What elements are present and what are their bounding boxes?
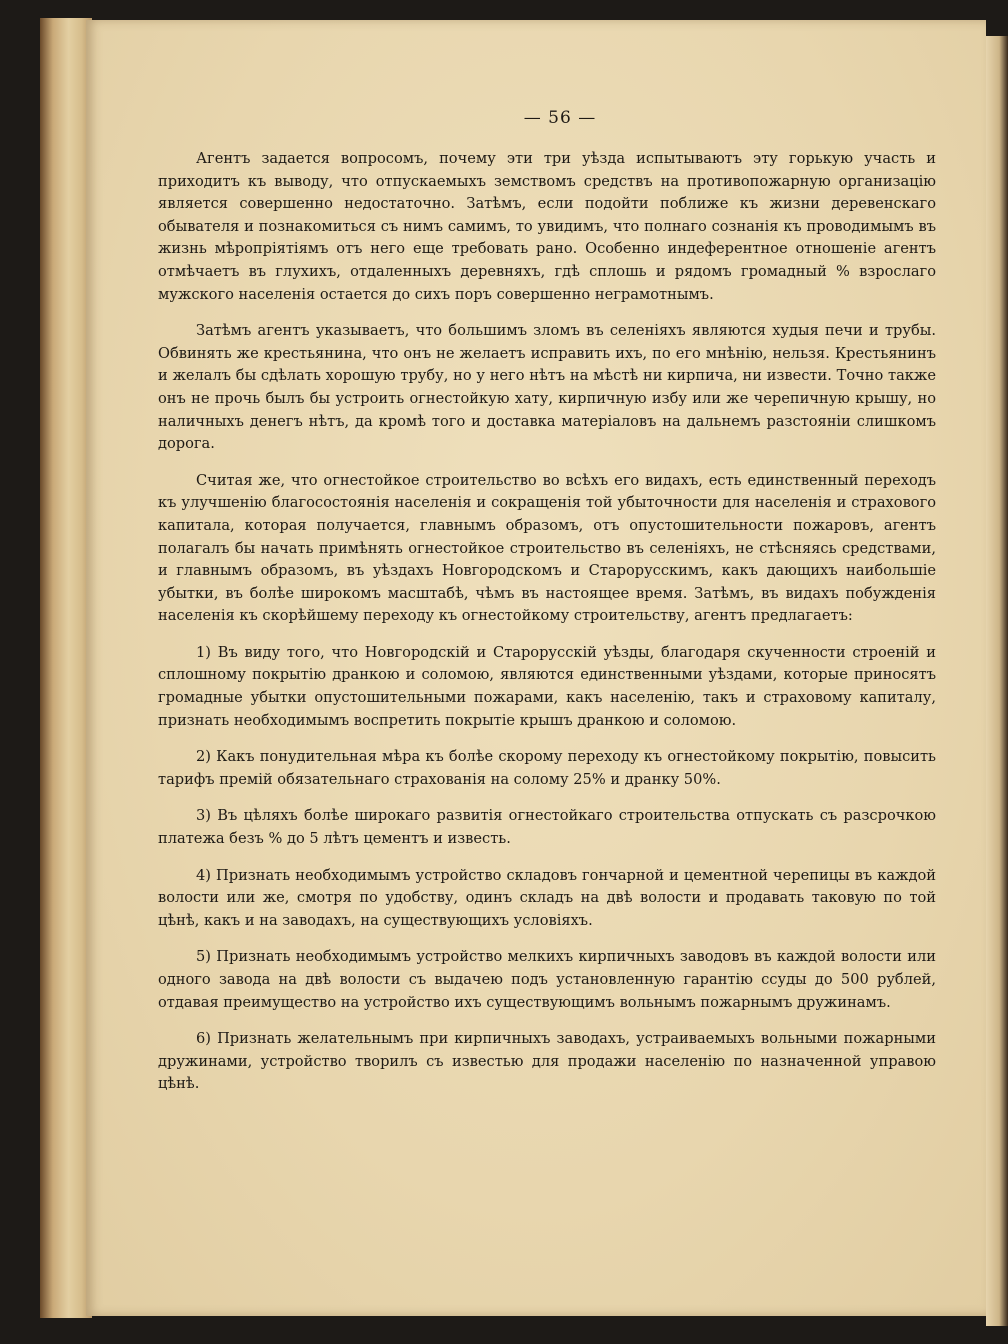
paragraph-fireproof-construction: Считая же, что огнестойкое строительство во всѣхъ его видахъ, есть единственный переходъ къ улучшенію благосостоянія населенія и сокращенія той убыточности для населенія и страхового капитала, которая получается, главнымъ образомъ, отъ опустошительности пожаровъ, агентъ полагалъ бы начать примѣнять огнестойкое строительство въ селеніяхъ, не стѣсняясь средствами, и главнымъ образомъ, въ уѣздахъ Новгородскомъ и Старорусскимъ, какъ дающихъ наибольшіе убытки, въ болѣе широкомъ масштабѣ, чѣмъ въ настоящее время. Затѣмъ, въ видахъ побужденія населенія къ скорѣйшему переходу къ огнестойкому строительству, агентъ предлагаетъ: xyxy=(158,471,936,625)
page-number: — 56 — xyxy=(523,108,597,128)
page-content xyxy=(158,108,936,1110)
document-page xyxy=(86,20,986,1316)
proposal-item-3: 3) Въ цѣляхъ болѣе широкаго развитія огнестойкаго строительства отпускать съ разсрочкою платежа безъ % до 5 лѣтъ цементъ и известь. xyxy=(158,807,936,848)
proposal-item-2: 2) Какъ понудительная мѣра къ болѣе скорому переходу къ огнестойкому покрытію, повысить тарифъ премій обязательнаго страхованія на солому 25% и дранку 50%. xyxy=(158,748,936,788)
book-spine-edge xyxy=(40,18,92,1318)
proposal-item-6: 6) Признать желательнымъ при кирпичныхъ заводахъ, устраиваемыхъ вольными пожарными дружинами, устройство творилъ съ известью для продажи населенію по назначенной управою цѣнѣ. xyxy=(158,1030,936,1093)
proposal-item-4: 4) Признать необходимымъ устройство складовъ гончарной и цементной черепицы въ каждой волости или же, смотря по удобству, одинъ складъ на двѣ волости и продавать таковую по той цѣнѣ, какъ и на заводахъ, на существующихъ условіяхъ. xyxy=(158,866,936,929)
next-page-edge xyxy=(986,36,1008,1326)
proposal-item-1: 1) Въ виду того, что Новгородскій и Старорусскій уѣзды, благодаря скученности строеній и сплошному покрытію дранкою и соломою, являются единственными уѣздами, которые приносятъ громадные убытки опустошительными пожарами, какъ населенію, такъ и страховому капиталу, признать необходимымъ воспретить покрытіе крышъ дранкою и соломою. xyxy=(158,643,936,729)
paragraph-agent-question: Агентъ задается вопросомъ, почему эти три уѣзда испытываютъ эту горькую участь и приходитъ къ выводу, что отпускаемыхъ земствомъ средствъ на противопожарную организацію является совершенно недостаточно. Затѣмъ, если подойти поближе къ жизни деревенскаго обывателя и познакомиться съ нимъ самимъ, то увидимъ, что полнаго сознанія къ проводимымъ въ жизнь мѣропріятіямъ отъ него еще требовать рано. Особенно индеферентное отношеніе агентъ отмѣчаетъ въ глухихъ, отдаленныхъ деревняхъ, гдѣ сплошь и рядомъ громадный % взрослаго мужского населенія остается до сихъ поръ совершенно неграмотнымъ. xyxy=(158,150,936,303)
paragraph-bad-stoves: Затѣмъ агентъ указываетъ, что большимъ зломъ въ селеніяхъ являются худыя печи и трубы. Обвинять же крестьянина, что онъ не желаетъ исправить ихъ, по его мнѣнію, нельзя. Крестьянинъ и желалъ бы сдѣлать хорошую трубу, но у него нѣтъ на мѣстѣ ни кирпича, ни извести. Точно также онъ не прочь былъ бы устроить огнестойкую хату, кирпичную избу или же черепичную крышу, но наличныхъ денегъ нѣтъ, да кромѣ того и доставка матеріаловъ на дальнемъ разстояніи слишкомъ дорога. xyxy=(158,322,936,453)
proposal-item-5: 5) Признать необходимымъ устройство мелкихъ кирпичныхъ заводовъ въ каждой волости или одного завода на двѣ волости съ выдачею подъ установленную гарантію ссуды до 500 рублей, отдавая преимущество на устройство ихъ существующимъ вольнымъ пожарнымъ дружинамъ. xyxy=(158,948,936,1011)
